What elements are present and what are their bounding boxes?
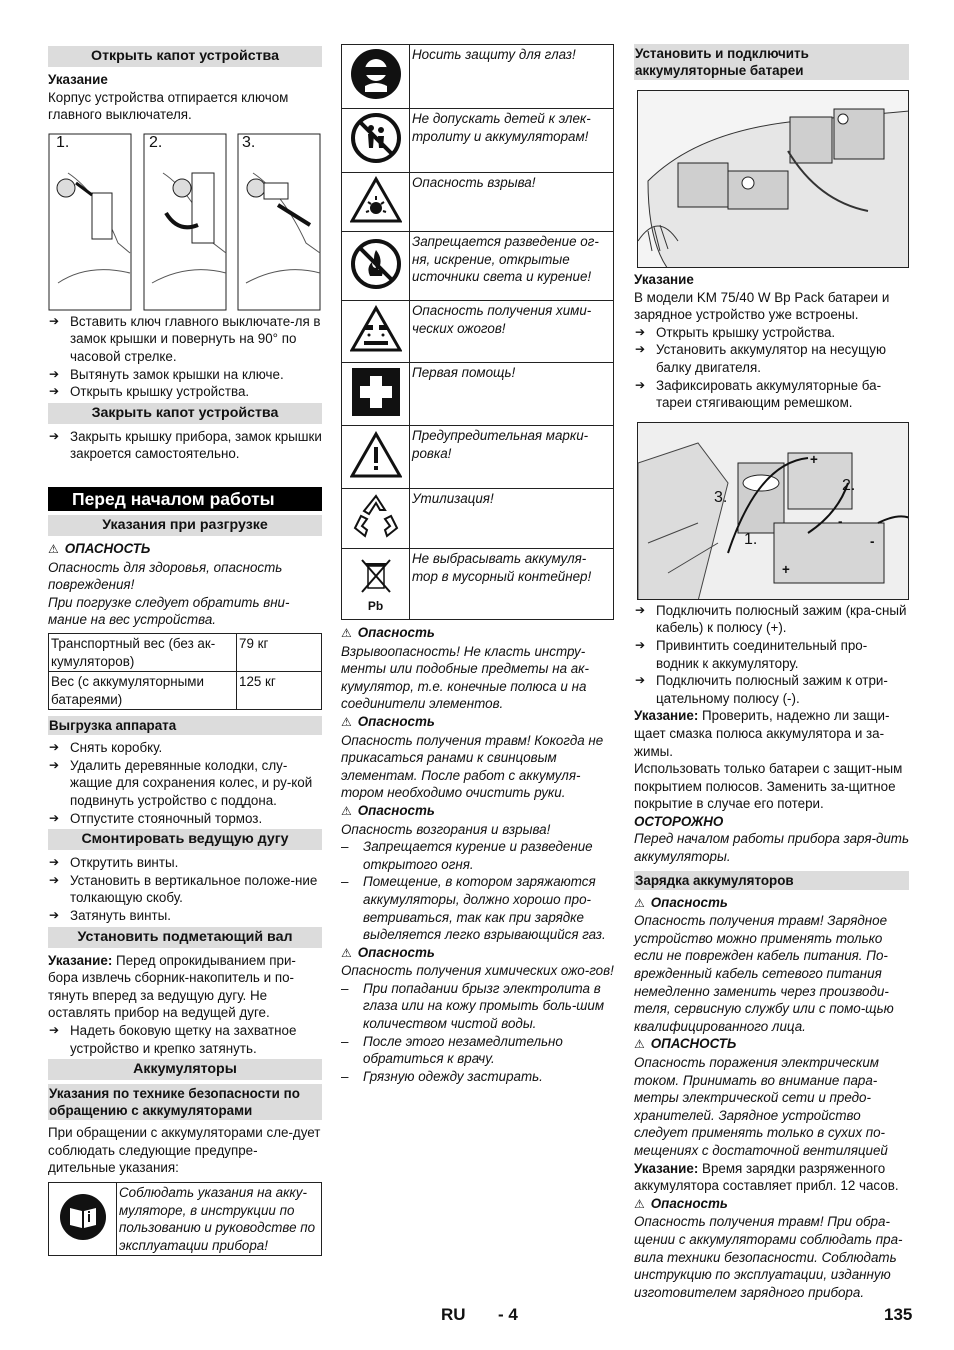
pb-label: Pb (367, 599, 384, 614)
column-left (48, 44, 322, 1256)
safety-heading: Указания по технике безопасности по обращению с аккумуляторами (48, 1084, 322, 1120)
warning-triangle-icon: ⚠ (634, 895, 645, 910)
table-row (342, 173, 614, 232)
explosion-hazard-icon (342, 173, 410, 232)
table-cell: 125 кг (237, 672, 322, 710)
warn3-label: ⚠ Опасность (341, 802, 435, 818)
mount-step-3: ➔ Затянуть винты. (48, 907, 322, 925)
warning-triangle-icon: ⚠ (634, 1196, 645, 1211)
fig-step-1: 1. (56, 133, 70, 151)
warn3-text: Опасность возгорания и взрыва! (341, 821, 551, 837)
unload-heading: Указания при разгрузке (48, 515, 322, 536)
open-step-1: ➔ Вставить ключ главного выключате-ля в замок крышки и повернуть на 90° по часовой стрелке. (48, 313, 322, 366)
warn2-label: ⚠ Опасность (341, 713, 435, 729)
recycling-icon (342, 489, 410, 549)
fig-label-2: 2. (842, 476, 856, 494)
only-text: Использовать только батареи с защит-ным покрытием полюсов. Заменить за-щитное покрытие в случае его потери. (634, 761, 903, 812)
table-cell: Вес (с аккумуляторными батареями) (49, 672, 237, 710)
symbol-table (341, 44, 614, 620)
connect-step-1: ➔ Подключить полюсный зажим (кра-сный кабель) к полюсу (+). (634, 602, 909, 637)
connect-step-3: ➔ Подключить полюсный зажим к отри-цательному полюсу (-). (634, 672, 909, 707)
battery-wiring-illustration (638, 423, 909, 600)
danger-label: ⚠ ОПАСНОСТЬ (48, 540, 151, 556)
no-children-icon (342, 109, 410, 173)
footer-page-sub: - 4 (498, 1305, 518, 1324)
note-text: В модели KM 75/40 W Bp Pack батареи и зарядное устройство уже встроены. (634, 289, 890, 323)
warn4-item: – Грязную одежду застирать. (341, 1068, 614, 1086)
time-note: Указание: Время зарядки разряженного аккумулятора составляет прибл. 12 часов. (634, 1160, 899, 1194)
d2-label: ⚠ ОПАСНОСТЬ (634, 1036, 737, 1052)
symbol-text: Не допускать детей к элек-тролиту и аккумуляторам! (410, 109, 614, 173)
note-label: Указание (634, 272, 694, 287)
safety-intro: При обращении с аккумуляторами сле-дует соблюдать следующие предупре-дительные указания: (48, 1125, 321, 1176)
battery-tray-illustration (638, 91, 909, 268)
fig-label-minus: - (838, 513, 843, 529)
close-hood-heading: Закрыть капот устройства (48, 403, 322, 424)
install-step-3: ➔ Зафиксировать аккумуляторные ба-тареи стягивающим ремешком. (634, 377, 909, 412)
note-text: Корпус устройства отпирается ключом главного выключателя. (48, 89, 289, 123)
table-cell: 79 кг (237, 633, 322, 671)
table-row (49, 633, 322, 671)
close-step: ➔ Закрыть крышку прибора, замок крышки закроется самостоятельно. (48, 428, 322, 463)
table-row (342, 45, 614, 109)
d3-label: ⚠ Опасность (634, 1195, 728, 1211)
danger-text: Опасность для здоровья, опасность повреждения! (48, 559, 283, 593)
unload-step-2: ➔ Удалить деревянные колодки, слу-жащие для сохранения колес, и ру-кой подвинуть устройство с поддона. (48, 757, 322, 810)
table-row (342, 549, 614, 620)
fig-label-plus: + (782, 561, 790, 577)
column-right (634, 44, 909, 1301)
roller-note: Указание: Перед опрокидыванием при-бора извлечь сборник-накопитель и по-тянуть вперед за ведущую дугу. Не оставлять прибор на ведущей дуге. (48, 952, 296, 1021)
table-row (342, 232, 614, 301)
warning-triangle-icon: ⚠ (341, 714, 352, 729)
unload-device-heading: Выгрузка аппарата (48, 716, 322, 735)
table-row (49, 672, 322, 710)
read-manual-icon (49, 1182, 117, 1255)
no-trash-bin-icon (342, 549, 410, 620)
warning-icon (342, 426, 410, 489)
table-row (342, 301, 614, 363)
open-step-2: ➔ Вытянуть замок крышки на ключе. (48, 366, 322, 384)
unload-step-3: ➔ Отпустите стояночный тормоз. (48, 810, 322, 828)
symbol-text: Опасность взрыва! (410, 173, 614, 232)
charging-heading: Зарядка аккумуляторов (634, 871, 909, 890)
open-step-3: ➔ Открыть крышку устройства. (48, 383, 322, 401)
key-lock-illustration (48, 133, 322, 311)
fig-label-1: 1. (744, 530, 758, 548)
table-cell: Транспортный вес (без ак-кумуляторов) (49, 633, 237, 671)
mount-step-2: ➔ Установить в вертикальное положе-ние толкающую скобу. (48, 872, 322, 907)
warning-triangle-icon: ⚠ (634, 1037, 645, 1052)
warn1-label: ⚠ Опасность (341, 625, 435, 640)
table-row (342, 109, 614, 173)
batteries-heading: Аккумуляторы (48, 1059, 322, 1080)
caution-label: ОСТОРОЖНО (634, 813, 724, 829)
footer-lang: RU (441, 1305, 466, 1324)
symbol-text: Запрещается разведение ог-ня, искрение, открытые источники света и курение! (410, 232, 614, 301)
roller-heading: Установить подметающий вал (48, 927, 322, 948)
fig-label-minus: - (870, 533, 875, 549)
open-hood-heading: Открыть капот устройства (48, 46, 322, 67)
fig-step-3: 3. (242, 133, 256, 151)
install-heading: Установить и подключить аккумуляторные батареи (634, 44, 909, 80)
caution-text: Перед началом работы прибора заря-дить аккумуляторы. (634, 831, 909, 865)
warn4-item: – При попадании брызг электролита в глаза или на кожу промыть боль-шим количеством чистой воды. (341, 980, 614, 1033)
weight-table (48, 633, 322, 710)
column-middle (341, 44, 614, 1085)
d3-text: Опасность получения травм! При обра-щении с аккумуляторами соблюдать пра-вила техники безопасности. Соблюдать инструкцию по эксплуатации, изданную изготовителем зарядного прибора. (634, 1214, 903, 1300)
warn4-text: Опасность получения химических ожо-гов! (341, 963, 614, 979)
check-note: Указание: Проверить, надежно ли защи-щает смазка полюса аккумулятора и за-жимы. (634, 708, 890, 759)
table-row (342, 363, 614, 426)
eye-protection-icon (342, 45, 410, 109)
install-step-2: ➔ Установить аккумулятор на несущую балку двигателя. (634, 341, 909, 376)
book-text: Соблюдать указания на акку-муляторе, в инструкции по пользованию и руководстве по эксплуатации прибора! (117, 1182, 322, 1255)
warn2-text: Опасность получения травм! Кокогда не прикасаться ранами к свинцовым элементам. После работ с аккумуля-тором необходимо очистить руки. (341, 732, 604, 801)
fig-label-3: 3. (714, 488, 728, 506)
open-hood-figure (48, 133, 322, 311)
warn4-label: ⚠ Опасность (341, 944, 435, 960)
symbol-text: Утилизация! (410, 489, 614, 549)
battery-install-figure (637, 90, 909, 268)
warning-triangle-icon: ⚠ (341, 945, 352, 960)
unload-step-1: ➔ Снять коробку. (48, 739, 322, 757)
table-row (342, 489, 614, 549)
symbol-text: Не выбрасывать аккумуля-тор в мусорный контейнер! (410, 549, 614, 620)
warning-triangle-icon: ⚠ (341, 803, 352, 818)
warn4-item: – После этого незамедлительно обратиться к врачу. (341, 1033, 614, 1068)
first-aid-icon (342, 363, 410, 426)
battery-connect-figure (637, 422, 909, 600)
table-row (342, 426, 614, 489)
note-label: Указание (48, 72, 108, 87)
corrosive-hazard-icon (342, 301, 410, 363)
warning-triangle-icon: ⚠ (48, 541, 59, 556)
d1-text: Опасность получения травм! Зарядное устройство можно применять только если не поврежден кабель питания. По-врежденный кабель сетевого питания немедленно заменить через производи-теля, сервисную службу или с помо-щью квалифицированного лица. (634, 913, 894, 1034)
warning-triangle-icon: ⚠ (341, 626, 352, 640)
symbol-text: Носить защиту для глаз! (410, 45, 614, 109)
install-step-1: ➔ Открыть крышку устройства. (634, 324, 909, 342)
d1-label: ⚠ Опасность (634, 894, 728, 910)
book-table (48, 1182, 322, 1256)
warn1-text: Взрывоопасность! Не класть инстру-менты или подобные предметы на ак-кумулятор, т.е. конечные полюса и на соединители элементов. (341, 643, 589, 712)
symbol-text: Опасность получения хими-ческих ожогов! (410, 301, 614, 363)
danger-text-2: При погрузке следует обратить вни-мание на вес устройства. (48, 594, 290, 628)
no-fire-icon (342, 232, 410, 301)
mount-bar-heading: Смонтировать ведущую дугу (48, 829, 322, 850)
fig-label-plus: + (810, 451, 818, 467)
d2-text: Опасность поражения электрическим током. Принимать во внимание пара-метры электрической сети и предо-хранителей. Зарядное устройство следует применять только в сухих по-мещениях с достаточной вентиляцией (634, 1055, 888, 1158)
warn3-item: – Запрещается курение и разведение открытого огня. (341, 838, 614, 873)
before-start-heading: Перед началом работы (48, 487, 322, 511)
symbol-text: Предупредительная марки-ровка! (410, 426, 614, 489)
mount-step-1: ➔ Открутить винты. (48, 854, 322, 872)
footer-page-number: 135 (884, 1305, 913, 1324)
connect-step-2: ➔ Привинтить соединительный про-водник к аккумулятору. (634, 637, 909, 672)
warn3-item: – Помещение, в котором заряжаются аккумуляторы, должно хорошо про-ветриваться, так как при зарядке выделяется легко взрывающийся газ. (341, 873, 614, 943)
fig-step-2: 2. (149, 133, 163, 151)
roller-step: ➔ Надеть боковую щетку на захватное устройство и крепко затянуть. (48, 1022, 322, 1057)
symbol-text: Первая помощь! (410, 363, 614, 426)
